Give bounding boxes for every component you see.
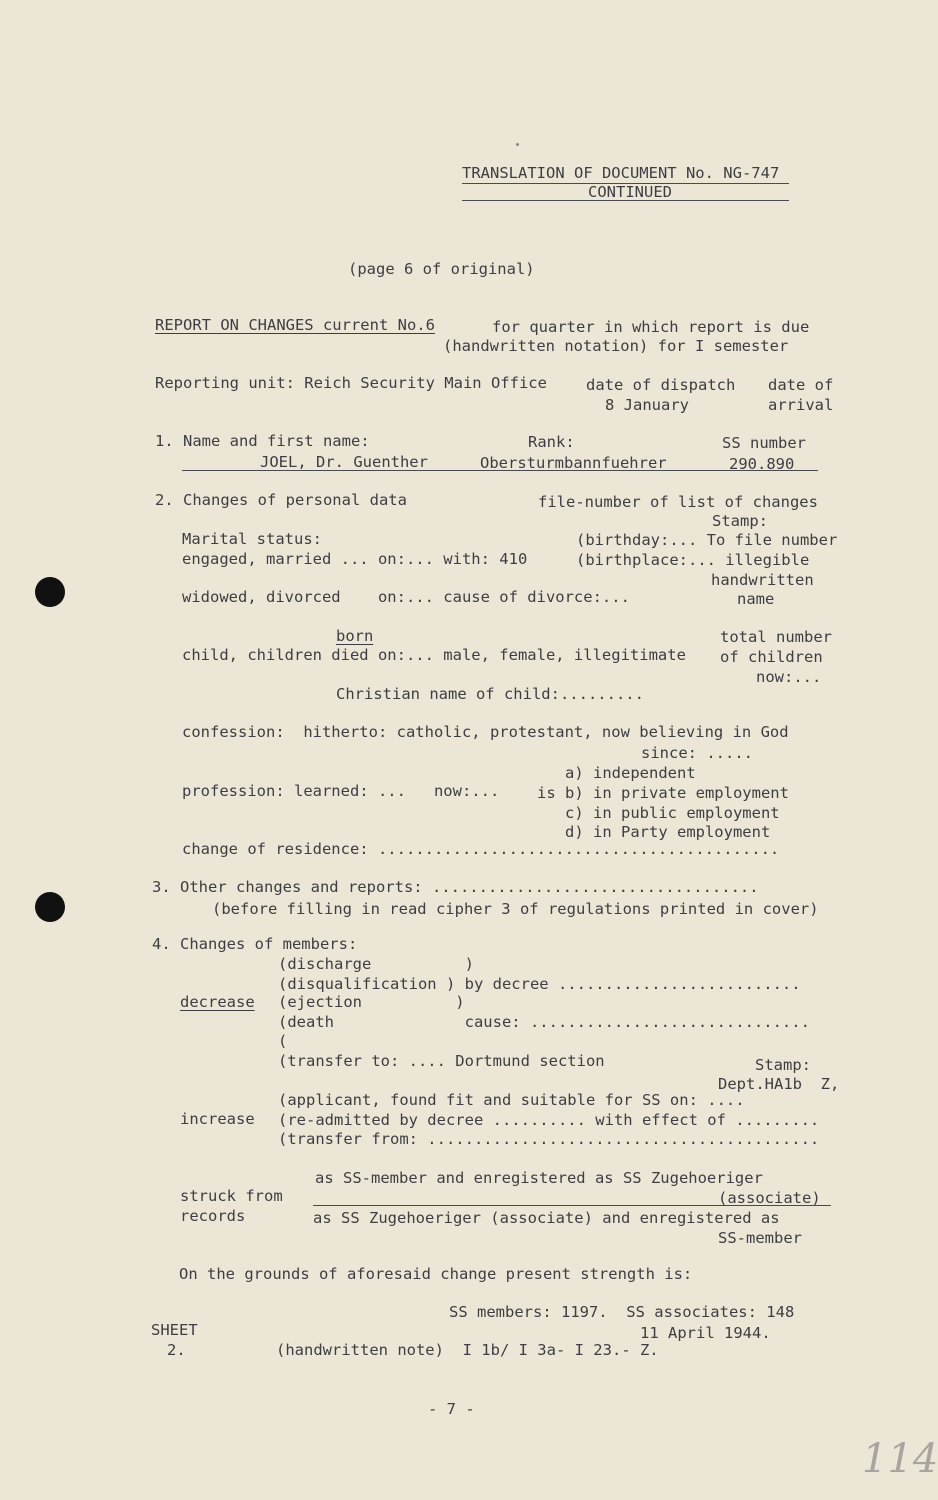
name-label: 1. Name and first name: [155,432,370,450]
disqualification-line: (disqualification ) by decree .......................... [278,975,801,993]
birthday-line: (birthday:... To file number [576,531,838,549]
handwritten-label: handwritten [711,571,814,589]
transfer-from-line: (transfer from: .......................................... [278,1130,820,1148]
since-line: since: ..... [641,744,753,762]
open-paren: ( [278,1032,288,1050]
option-party: d) in Party employment [565,823,771,841]
sheet-number: 2. [167,1341,186,1359]
stamp-label: Stamp: [712,512,768,530]
reporting-unit: Reporting unit: Reich Security Main Office [155,374,547,392]
birthplace-line: (birthplace:... illegible [576,551,810,569]
option-private: is b) in private employment [537,784,789,802]
document-subtitle: CONTINUED [588,183,672,201]
other-changes-line: 3. Other changes and reports: ................................... [152,878,759,896]
personal-data-heading: 2. Changes of personal data [155,491,407,509]
confession-line: confession: hitherto: catholic, protestant, now believing in God [182,723,789,741]
ss-number-label: SS number [722,434,806,452]
marital-status-label: Marital status: [182,530,322,548]
margin-handwriting: 114 [862,1436,938,1482]
dispatch-value: 8 January [605,396,689,414]
strength-members: SS members: 1197. SS associates: 148 [449,1303,795,1321]
associate-label: (associate) [718,1189,821,1207]
struck-from-label: struck from [180,1187,283,1205]
applicant-line: (applicant, found fit and suitable for SS on: .... [278,1091,745,1109]
widowed-line: widowed, divorced on:... cause of divorce:... [182,588,630,606]
records-label: records [180,1207,246,1225]
born-label: born [336,627,374,645]
increase-label: increase [180,1110,255,1128]
engaged-line: engaged, married ... on:... with: 410 [182,550,528,568]
rank-value: Obersturmbannfuehrer [480,454,667,472]
handwritten-note: (handwritten note) I 1b/ I 3a- I 23.- Z. [276,1341,659,1359]
transfer-to-line: (transfer to: .... Dortmund section [278,1052,605,1070]
report-title: REPORT ON CHANGES current No.6 [155,316,435,334]
document-title: TRANSLATION OF DOCUMENT No. NG-747 [462,164,780,182]
page-note: (page 6 of original) [348,260,535,278]
option-public: c) in public employment [565,804,780,822]
as-zugehoeriger-line: as SS Zugehoeriger (associate) and enregistered as [313,1209,780,1227]
strength-date: 11 April 1944. [640,1324,771,1342]
sheet-label: SHEET [151,1321,198,1339]
residence-line: change of residence: ........................................... [182,840,780,858]
arrival-label-2: arrival [768,396,834,414]
dept-stamp: Dept.HA1b Z, [718,1075,840,1093]
arrival-label-1: date of [768,376,834,394]
section1-rule [182,470,818,471]
death-line: (death cause: .............................. [278,1013,810,1031]
report-quarter: for quarter in which report is due [492,318,810,336]
stamp-label-2: Stamp: [755,1056,811,1074]
cipher-note: (before filling in read cipher 3 of regulations printed in cover) [212,900,819,918]
ss-member-label: SS-member [718,1229,802,1247]
ejection-line: (ejection ) [278,993,465,1011]
punch-hole-upper [35,577,65,607]
grounds-line: On the grounds of aforesaid change present strength is: [179,1265,693,1283]
readmitted-line: (re-admitted by decree .......... with effect of ......... [278,1111,820,1129]
of-children-label: of children [720,648,823,666]
punch-hole-lower [35,892,65,922]
rank-label: Rank: [528,433,575,451]
now-label: now:... [756,668,822,686]
dispatch-label: date of dispatch [586,376,736,394]
profession-line: profession: learned: ... now:... [182,782,500,800]
ss-number-value: 290.890 [729,455,795,473]
report-quarter-note: (handwritten notation) for I semester [443,337,789,355]
total-number-label: total number [720,628,832,646]
children-line: child, children died on:... male, female, illegitimate [182,646,686,664]
name-word: name [737,590,775,608]
name-value: JOEL, Dr. Guenther [260,453,428,471]
option-independent: a) independent [565,764,696,782]
christian-name-line: Christian name of child:......... [336,685,644,703]
members-heading: 4. Changes of members: [152,935,358,953]
subtitle-rule [462,200,789,201]
paper-speck [516,143,519,146]
decrease-label: decrease [180,993,255,1011]
discharge-line: (discharge ) [278,955,474,973]
page-number: - 7 - [428,1400,475,1418]
as-ss-member-line: as SS-member and enregistered as SS Zugehoeriger [315,1169,763,1187]
file-number-label: file-number of list of changes [538,493,818,511]
